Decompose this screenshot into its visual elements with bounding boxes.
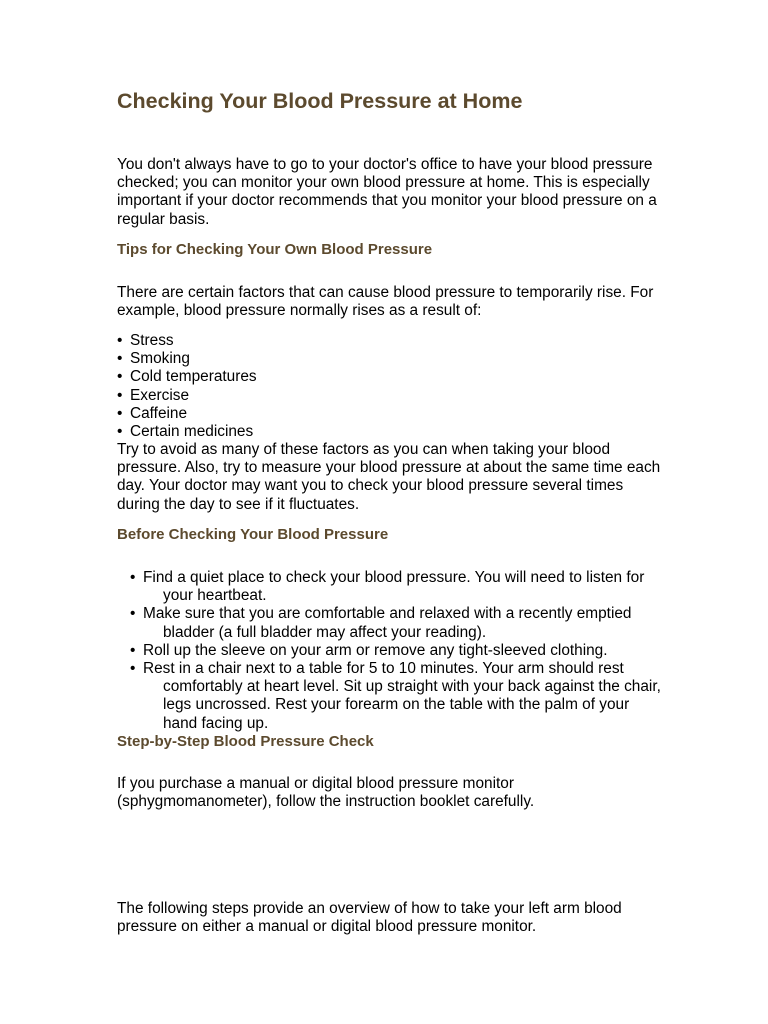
bullet-icon: • [117,404,123,422]
bullet-icon: • [117,368,123,386]
list-item: • Stress [117,332,174,349]
list-item: • Exercise [117,386,190,404]
tips-outro-paragraph: Try to avoid as many of these factors as you can when taking your blood pressure. Also, try to measure your blood pressure at about the same time each day. Your doctor may want you to check your blood pressure several times during the day to see if it fluctuates. [117,441,661,513]
page-title: Checking Your Blood Pressure at Home [117,89,523,113]
bullet-icon: • [130,569,136,586]
list-item: • Smoking [117,350,190,368]
bullet-icon: • [117,332,123,349]
before-list [117,569,662,733]
steps-heading: Step-by-Step Blood Pressure Check [117,733,374,750]
bullet-icon: • [130,641,136,659]
list-item: • Make sure that you are comfortable and relaxed with a recently emptied bladder (a full bladder may affect your reading). [130,605,632,641]
before-heading: Before Checking Your Blood Pressure [117,526,389,543]
bullet-icon: • [130,660,136,678]
tips-heading: Tips for Checking Your Own Blood Pressure [117,241,433,258]
factors-list [117,332,662,441]
list-item: • Roll up the sleeve on your arm or remove any tight-sleeved clothing. [130,641,608,659]
steps-paragraph-2: The following steps provide an overview of how to take your left arm blood pressure on either a manual or digital blood pressure monitor. [117,900,622,936]
steps-paragraph-1: If you purchase a manual or digital blood pressure monitor (sphygmomanometer), follow the instruction booklet carefully. [117,775,535,811]
bullet-icon: • [117,423,123,441]
list-item: • Certain medicines [117,423,254,441]
list-item: • Caffeine [117,404,188,422]
bullet-icon: • [117,386,123,404]
list-item: • Rest in a chair next to a table for 5 to 10 minutes. Your arm should rest comfortably at heart level. Sit up straight with your back against the chair, legs uncrossed. Rest your forearm on the table with the palm of your hand facing up. [130,660,661,732]
list-item: • Find a quiet place to check your blood pressure. You will need to listen for your heartbeat. [130,569,645,605]
list-item: • Cold temperatures [117,368,257,386]
intro-paragraph: You don't always have to go to your doctor's office to have your blood pressure checked; you can monitor your own blood pressure at home. This is especially important if your doctor recommends that you monitor your blood pressure on a regular basis. [117,156,657,228]
bullet-icon: • [130,605,136,623]
tips-intro-paragraph: There are certain factors that can cause blood pressure to temporarily rise. For example, blood pressure normally rises as a result of: [117,284,654,320]
bullet-icon: • [117,350,123,368]
